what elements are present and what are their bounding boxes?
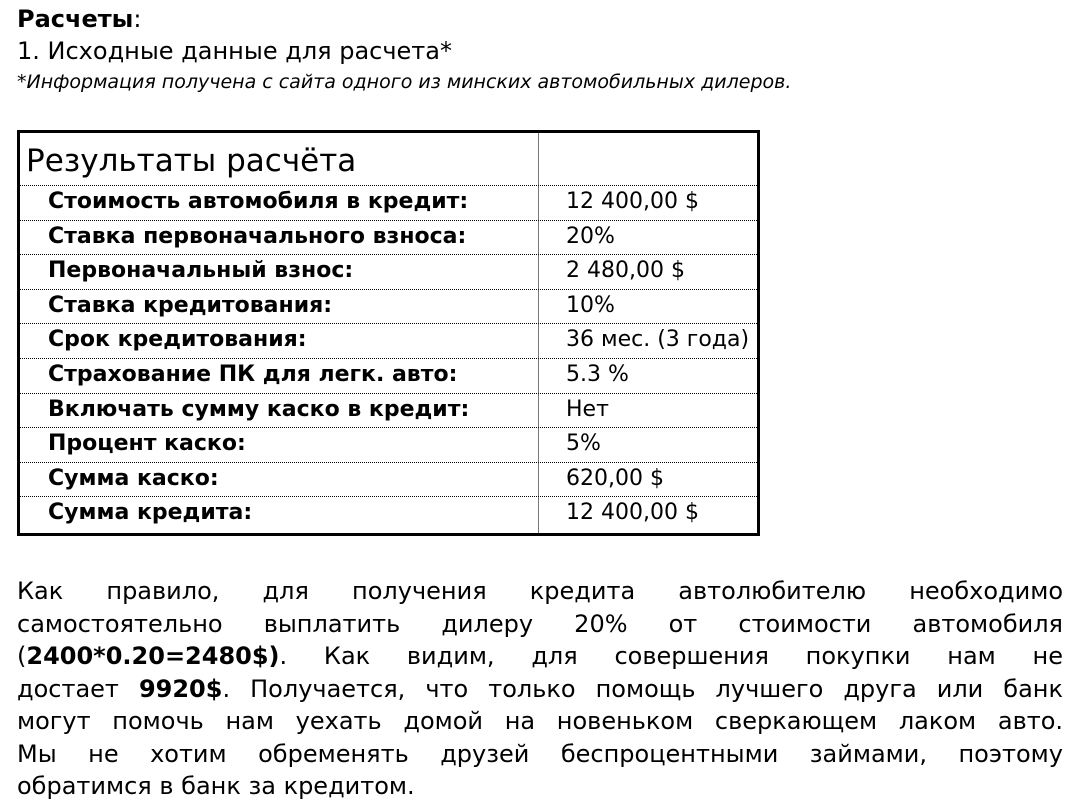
table-row <box>20 185 757 219</box>
row-label: Срок кредитования: <box>48 327 307 353</box>
table-row <box>20 254 757 288</box>
row-value: 2 480,00 $ <box>566 258 685 284</box>
table-row <box>20 496 757 530</box>
row-separator <box>20 496 757 497</box>
row-label: Сумма кредита: <box>48 500 253 526</box>
row-label: Ставка кредитования: <box>48 292 333 318</box>
table-row <box>20 289 757 323</box>
row-value: 20% <box>566 223 615 249</box>
table-row <box>20 393 757 427</box>
paragraph-text: достает <box>17 674 139 703</box>
row-value: 620,00 $ <box>566 465 664 491</box>
paragraph-text: . Получается, что только помощь лучшего друга или банк <box>222 674 1063 703</box>
table-row <box>20 323 757 357</box>
row-label: Первоначальный взнос: <box>48 258 354 284</box>
row-value: 12 400,00 $ <box>566 189 699 214</box>
row-separator <box>20 462 757 463</box>
paragraph-line: Мы не хотим обременять друзей беспроцентными займами, поэтому <box>17 739 1063 768</box>
table-row <box>20 462 757 496</box>
row-label: Стоимость автомобиля в кредит: <box>48 189 469 214</box>
table-row <box>20 358 757 392</box>
paragraph-line: могут помочь нам уехать домой на новеньком сверкающем лаком авто. <box>17 707 1063 735</box>
table-title: Результаты расчёта <box>26 143 357 179</box>
row-separator <box>20 323 757 324</box>
section-heading <box>17 4 141 34</box>
table-row <box>20 220 757 254</box>
calculation-results-table <box>17 130 760 536</box>
row-label: Сумма каско: <box>48 465 219 491</box>
row-label: Ставка первоначального взноса: <box>48 223 467 249</box>
row-value: 5% <box>566 431 601 457</box>
row-value: 12 400,00 $ <box>566 500 699 526</box>
table-row <box>20 427 757 461</box>
row-separator <box>20 358 757 359</box>
row-label: Страхование ПК для легк. авто: <box>48 362 458 387</box>
row-label: Включать сумму каско в кредит: <box>48 396 470 422</box>
row-separator <box>20 254 757 255</box>
source-footnote: *Информация получена с сайта одного из минских автомобильных дилеров. <box>17 71 792 93</box>
row-value: 5.3 % <box>566 362 629 387</box>
paragraph-line: Как правило, для получения кредита автолюбителю необходимо <box>17 577 1063 605</box>
row-separator <box>20 393 757 394</box>
row-separator <box>20 220 757 221</box>
row-separator <box>20 289 757 290</box>
shortfall-amount: 9920$ <box>138 674 223 703</box>
section-title: Расчеты <box>17 5 134 33</box>
row-separator <box>20 427 757 428</box>
paragraph-line <box>17 673 1063 706</box>
formula-highlight: 2400*0.20=2480$) <box>26 642 280 670</box>
section-title-colon: : <box>133 5 142 33</box>
paragraph-line <box>17 640 1063 673</box>
row-separator <box>20 185 757 186</box>
explanation-paragraph <box>17 575 1063 803</box>
row-value: 10% <box>566 292 615 318</box>
paragraph-line: обратимся в банк за кредитом. <box>17 772 415 800</box>
paren-open: ( <box>17 642 27 670</box>
row-label: Процент каско: <box>48 431 246 457</box>
paragraph-text: . Как видим, для совершения покупки нам не <box>279 642 1063 670</box>
subsection-title: 1. Исходные данные для расчета* <box>17 37 452 65</box>
row-value: 36 мес. (3 года) <box>566 327 750 353</box>
row-value: Нет <box>566 396 609 422</box>
paragraph-line: самостоятельно выплатить дилеру 20% от стоимости автомобиля <box>17 609 1063 638</box>
